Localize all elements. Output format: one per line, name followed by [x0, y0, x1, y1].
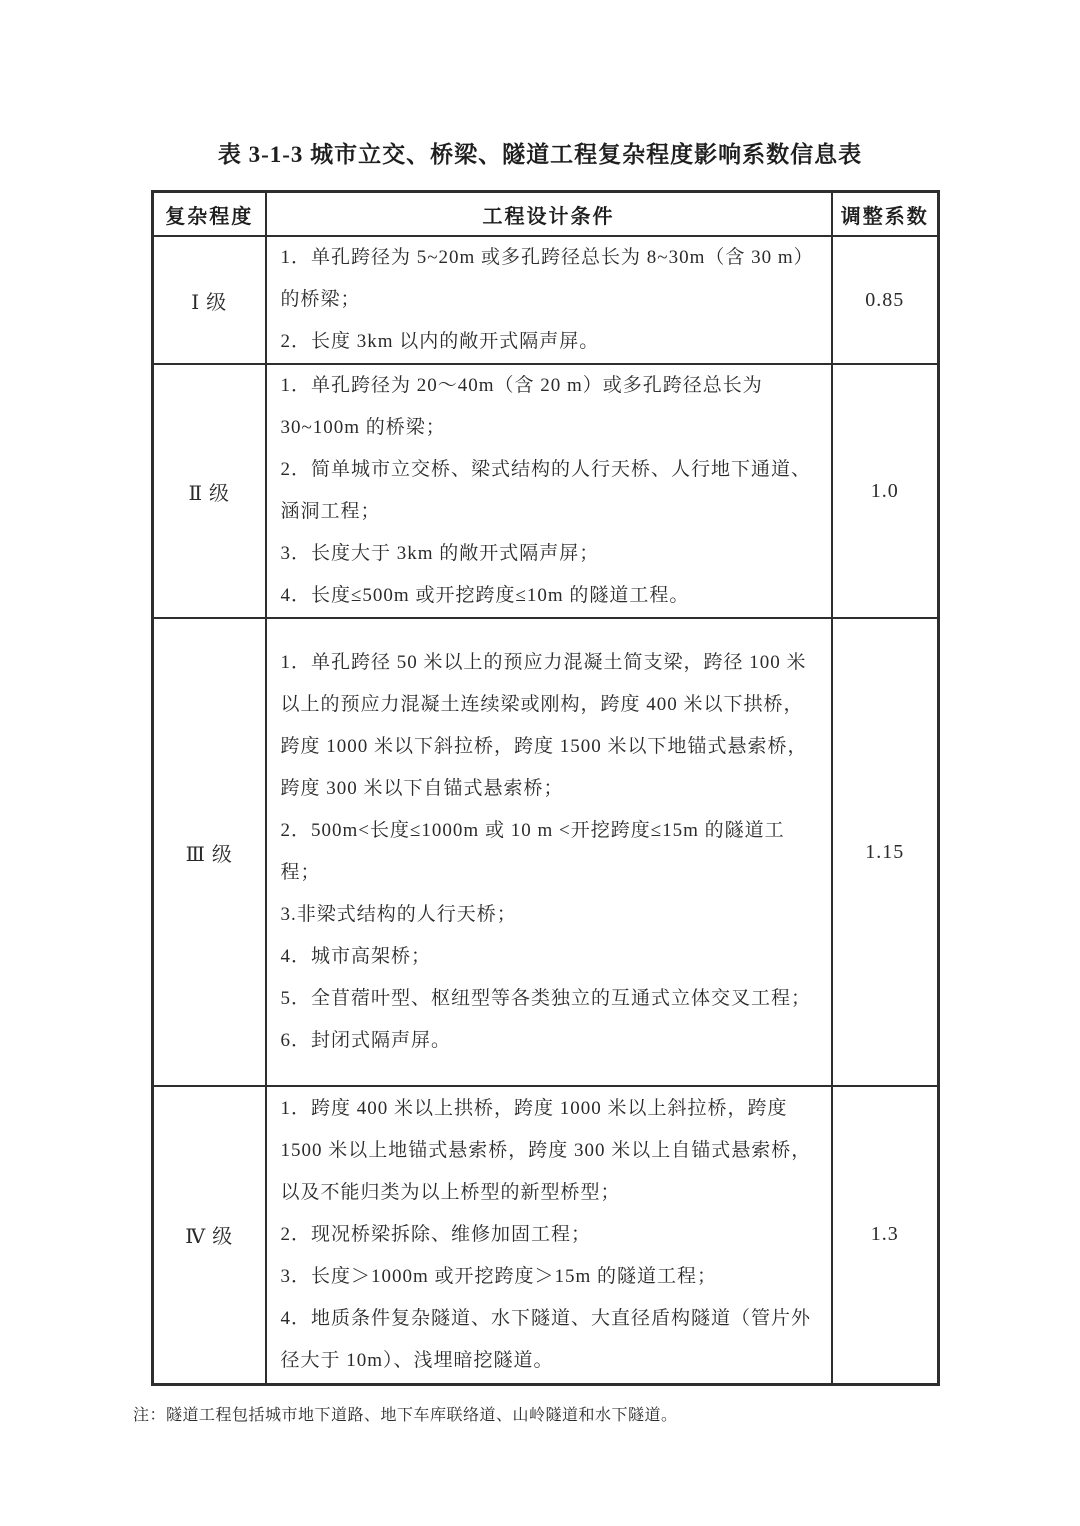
table-row-level-2 [153, 364, 939, 618]
level-cell: Ⅳ 级 [153, 1086, 266, 1384]
conditions-cell [266, 236, 832, 364]
table-row-level-4 [153, 1086, 939, 1384]
condition-item: 2．长度 3km 以内的敞开式隔声屏。 [280, 331, 600, 352]
condition-item: 2．500m<长度≤1000m 或 10 m <开挖跨度≤15m 的隧道工程； [280, 820, 785, 883]
coefficient-cell: 1.0 [832, 364, 939, 618]
conditions-cell [266, 1086, 832, 1384]
condition-item: 2．现况桥梁拆除、维修加固工程； [280, 1223, 592, 1245]
level-cell: Ⅰ 级 [153, 236, 266, 364]
condition-item: 1．单孔跨径为 20～40m（含 20 m）或多孔跨径总长为 30~100m 的桥梁； [280, 375, 763, 438]
condition-item: 3．长度＞1000m 或开挖跨度＞15m 的隧道工程； [280, 1265, 718, 1287]
condition-item: 1．单孔跨径 50 米以上的预应力混凝土简支梁，跨径 100 米以上的预应力混凝土连续梁或刚构，跨度 400 米以下拱桥，跨度 1000 米以下斜拉桥，跨度 1500 米以下地锚式悬索桥，跨度 300 米以下自锚式悬索桥； [280, 652, 808, 799]
condition-item: 1．跨度 400 米以上拱桥，跨度 1000 米以上斜拉桥，跨度 1500 米以上地锚式悬索桥，跨度 300 米以上自锚式悬索桥，以及不能归类为以上桥型的新型桥型； [280, 1097, 812, 1203]
table-header [153, 192, 939, 237]
table-row-level-1 [153, 236, 939, 364]
page-title: 表 3-1-3 城市立交、桥梁、隧道工程复杂程度影响系数信息表 [217, 142, 863, 167]
condition-item: 4．地质条件复杂隧道、水下隧道、大直径盾构隧道（管片外径大于 10m）、浅埋暗挖隧道。 [280, 1307, 812, 1371]
coefficient-cell: 1.3 [832, 1086, 939, 1384]
condition-item: 4．长度≤500m 或开挖跨度≤10m 的隧道工程。 [280, 585, 690, 606]
table-row-level-3 [153, 618, 939, 1086]
level-cell: Ⅲ 级 [153, 618, 266, 1086]
condition-item: 4．城市高架桥； [280, 946, 432, 967]
footnote: 注：隧道工程包括城市地下道路、地下车库联络道、山岭隧道和水下隧道。 [133, 1406, 678, 1424]
condition-item: 5．全苜蓿叶型、枢纽型等各类独立的互通式立体交叉工程； [280, 988, 812, 1009]
coefficient-cell: 1.15 [832, 618, 939, 1086]
header-cell-complexity-level: 复杂程度 [153, 192, 266, 237]
condition-item: 2．简单城市立交桥、梁式结构的人行天桥、人行地下通道、涵洞工程； [280, 459, 812, 522]
conditions-cell [266, 364, 832, 618]
header-cell-adjustment-coefficient: 调整系数 [832, 192, 939, 237]
complexity-coefficient-table [151, 190, 940, 1386]
condition-item: 3．长度大于 3km 的敞开式隔声屏； [280, 543, 600, 564]
header-row [153, 192, 939, 237]
level-cell: Ⅱ 级 [153, 364, 266, 618]
coefficient-cell: 0.85 [832, 236, 939, 364]
condition-item: 3.非梁式结构的人行天桥； [280, 904, 517, 925]
condition-item: 1．单孔跨径为 5~20m 或多孔跨径总长为 8~30m（含 30 m）的桥梁； [280, 247, 814, 310]
condition-item: 6．封闭式隔声屏。 [280, 1030, 452, 1051]
header-cell-design-conditions: 工程设计条件 [266, 192, 832, 237]
conditions-cell [266, 618, 832, 1086]
